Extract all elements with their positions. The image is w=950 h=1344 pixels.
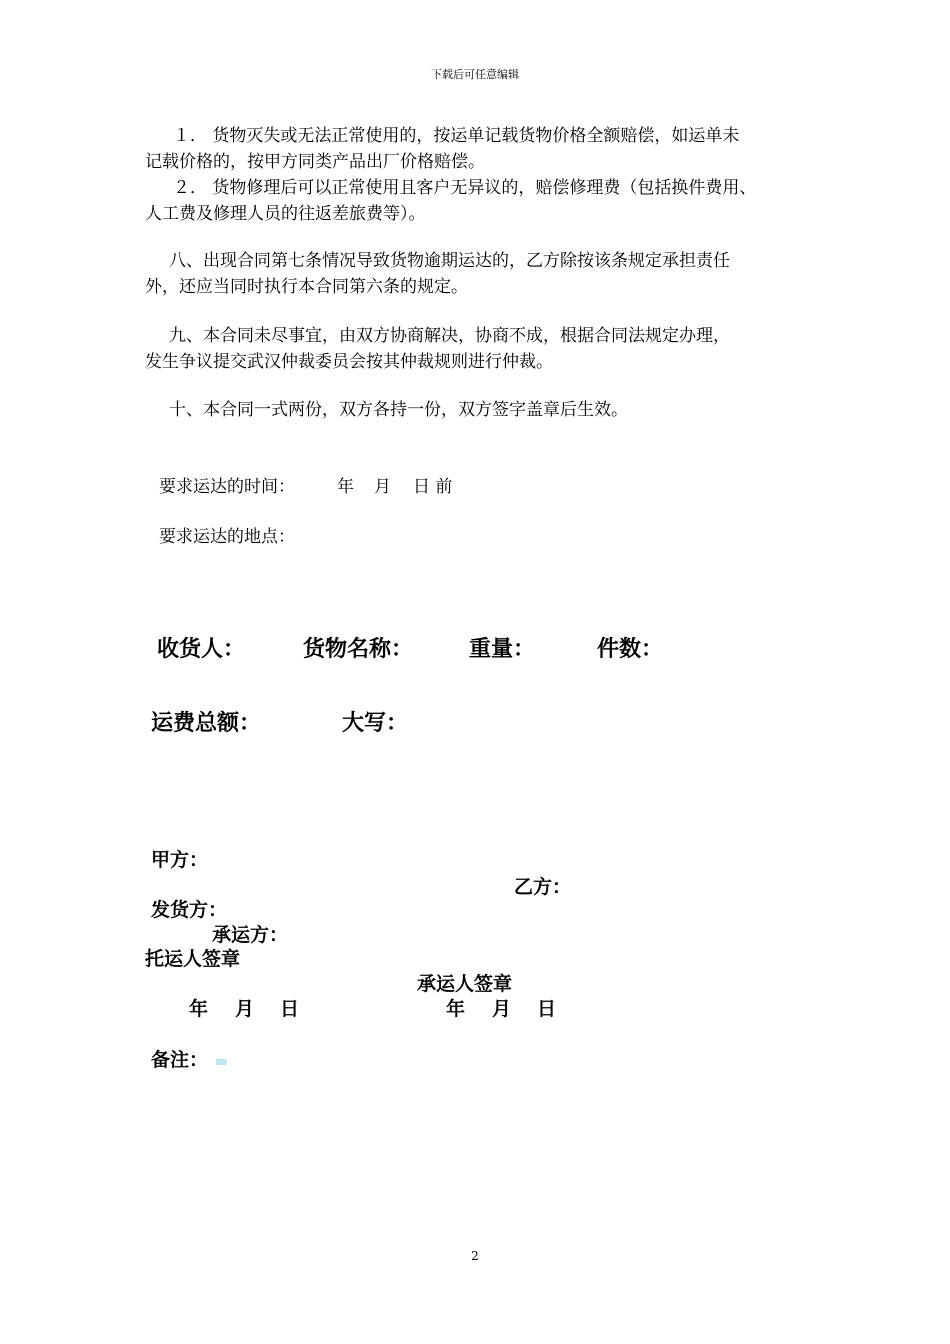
shipper-date-year: 年 <box>189 998 209 1020</box>
carrier-date-month: 月 <box>492 998 512 1020</box>
clause-2 <box>145 175 825 227</box>
clause-1 <box>145 123 825 175</box>
clause-8-line-1: 八、出现合同第七条情况导致货物逾期运达的，乙方除按该条规定承担责任 <box>169 251 730 271</box>
remarks-highlight-mark <box>216 1059 227 1065</box>
clause-9 <box>145 323 825 375</box>
clause-1-line-2: 记载价格的，按甲方同类产品出厂价格赔偿。 <box>145 152 485 172</box>
goods-name-label: 货物名称： <box>303 637 414 662</box>
carrier-label: 承运方： <box>212 924 289 946</box>
clause-10-line: 十、本合同一式两份，双方各持一份，双方签字盖章后生效。 <box>169 400 628 420</box>
delivery-place-label: 要求运达的地点： <box>159 527 295 547</box>
remarks-label: 备注： <box>151 1049 209 1071</box>
clause-8-line-2: 外，还应当同时执行本合同第六条的规定。 <box>145 277 468 297</box>
party-b-label: 乙方： <box>514 876 572 898</box>
page-number: 2 <box>471 1249 479 1263</box>
shipper-seal-label: 托运人签章 <box>145 948 241 970</box>
carrier-date-year: 年 <box>446 998 466 1020</box>
amount-in-words-label: 大写： <box>342 711 409 736</box>
clause-2-line-1: ２． 货物修理后可以正常使用且客户无异议的，赔偿修理费（包括换件费用、 <box>173 178 757 198</box>
delivery-time-year: 年 <box>337 477 354 497</box>
page-header-note: 下载后可任意编辑 <box>431 68 519 81</box>
delivery-time-label: 要求运达的时间： <box>159 477 295 497</box>
party-a-label: 甲方： <box>151 849 209 871</box>
weight-label: 重量： <box>469 637 536 662</box>
shipper-date-month: 月 <box>235 998 255 1020</box>
delivery-time-month: 月 <box>374 477 391 497</box>
consignee-label: 收货人： <box>157 637 246 662</box>
shipper-date-day: 日 <box>280 998 300 1020</box>
clause-2-line-2: 人工费及修理人员的往返差旅费等）。 <box>145 204 426 224</box>
shipper-label: 发货方： <box>151 899 228 921</box>
clause-1-line-1: １． 货物灭失或无法正常使用的，按运单记载货物价格全额赔偿，如运单未 <box>173 126 740 146</box>
clause-9-line-1: 九、本合同未尽事宜，由双方协商解决，协商不成，根据合同法规定办理， <box>169 326 730 346</box>
clause-8 <box>145 248 825 300</box>
clause-10 <box>145 397 825 423</box>
carrier-date-day: 日 <box>537 998 557 1020</box>
carrier-seal-label: 承运人签章 <box>417 973 513 995</box>
piece-count-label: 件数： <box>597 637 664 662</box>
clause-9-line-2: 发生争议提交武汉仲裁委员会按其仲裁规则进行仲裁。 <box>145 352 553 372</box>
delivery-time-day: 日 前 <box>413 477 453 497</box>
total-freight-label: 运费总额： <box>151 711 262 736</box>
